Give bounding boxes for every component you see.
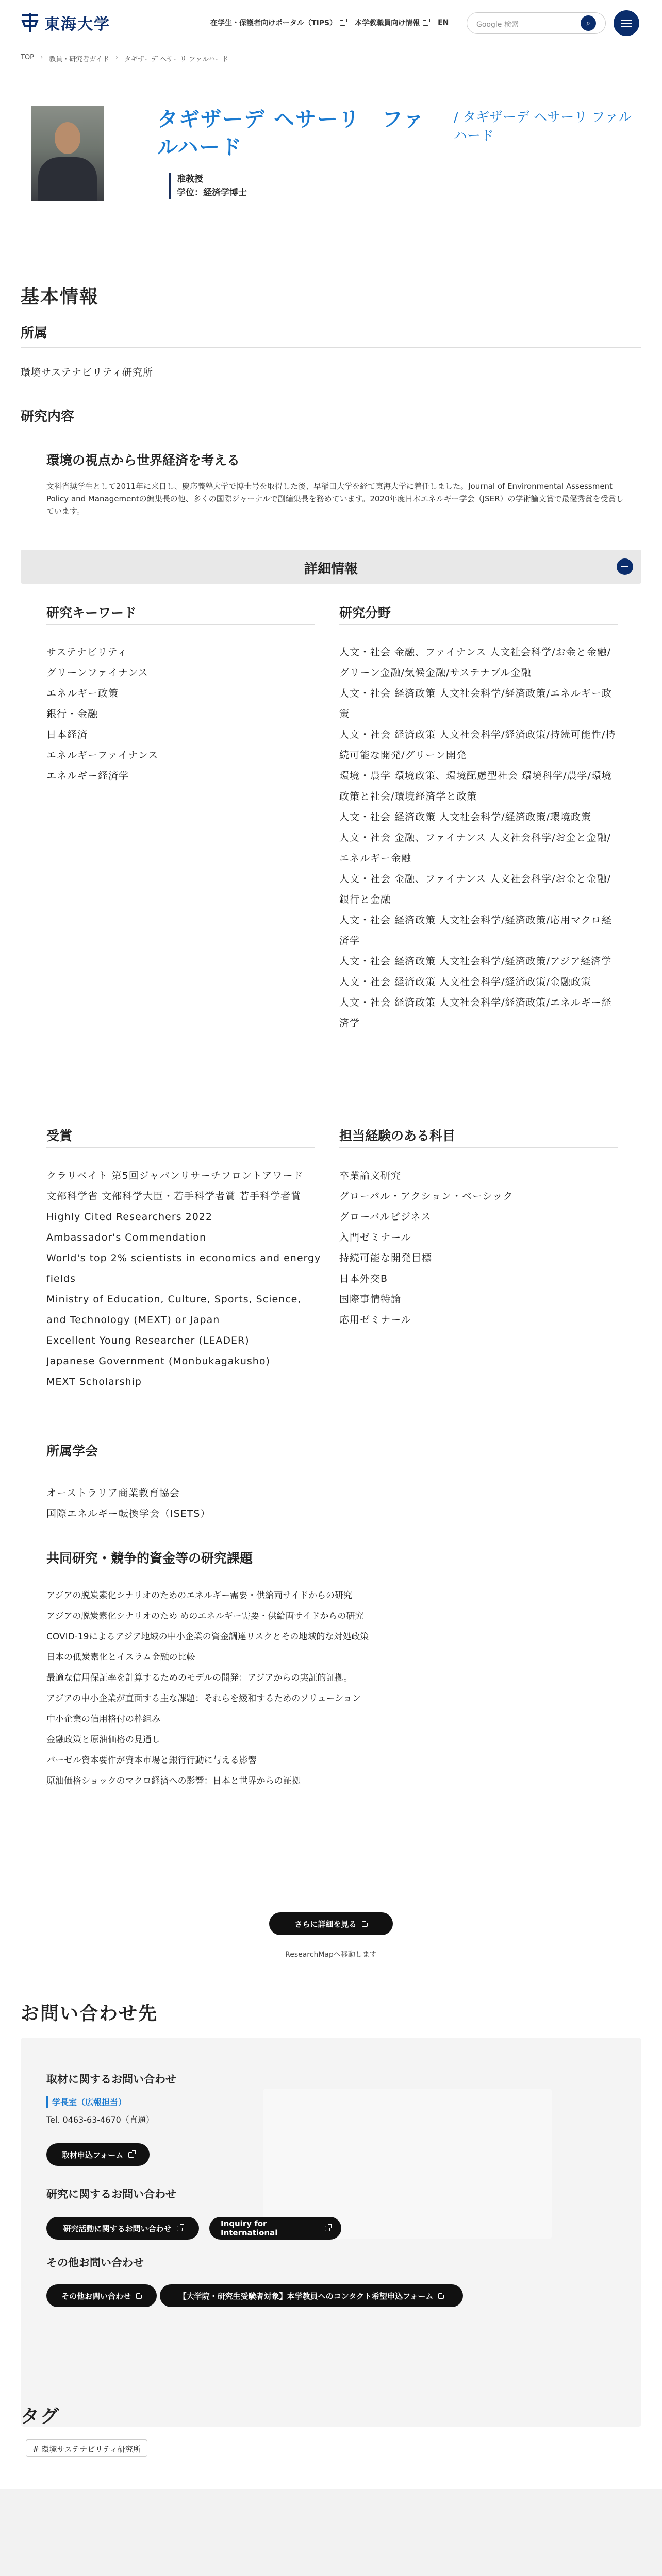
list-item: 日本経済 xyxy=(46,729,88,740)
logo-text: 東海大学 xyxy=(44,15,110,33)
list-item: Japanese Government (Monbukagakusho) xyxy=(46,1355,270,1367)
list-item: 環境・農学 環境政策、環境配慮型社会 環境科学/農学/環境政策と社会/環境経済学と政策 xyxy=(339,770,612,802)
research-inquiry-button[interactable]: 研究活動に関するお問い合わせ xyxy=(46,2217,199,2240)
international-inquiry-button[interactable]: Inquiry for International xyxy=(209,2217,341,2240)
list-item: 持続可能な開発目標 xyxy=(339,1252,433,1264)
list-item: 金融政策と原油価格の見通し xyxy=(46,1735,160,1745)
list-item: 人文・社会 金融、ファイナンス 人文社会科学/お金と金融/グリーン金融/気候金融/サステナブル金融 xyxy=(339,647,611,679)
list-item: 日本の低炭素化とイスラム金融の比較 xyxy=(46,1652,195,1663)
detail-heading: 詳細情報 xyxy=(304,562,358,577)
minus-icon[interactable] xyxy=(617,558,633,575)
page-title: タギザーデ ヘサーリ ファルハード xyxy=(157,108,425,159)
chevron-right-icon: › xyxy=(115,54,119,61)
keywords-heading: 研究キーワード xyxy=(46,605,137,620)
list-item: 人文・社会 経済政策 人文社会科学/経済政策/金融政策 xyxy=(339,976,591,988)
courses-heading: 担当経験のある科目 xyxy=(339,1128,456,1143)
societies-list xyxy=(46,1483,210,1524)
external-link-icon xyxy=(325,2226,330,2231)
list-item: 人文・社会 金融、ファイナンス 人文社会科学/お金と金融/エネルギー金融 xyxy=(339,832,611,864)
projects-list xyxy=(46,1585,369,1791)
list-item: COVID-19によるアジア地域の中小企業の資金調達リスクとその地域的な対処政策 xyxy=(46,1632,369,1642)
divider xyxy=(339,1147,618,1148)
research-inquiry-heading: 研究に関するお問い合わせ xyxy=(46,2188,176,2200)
affiliation-heading: 所属 xyxy=(21,326,48,341)
more-details-button[interactable]: さらに詳細を見る xyxy=(269,1912,393,1935)
menu-button[interactable] xyxy=(614,10,639,36)
external-link-icon xyxy=(340,20,345,26)
breadcrumb-current: タギザーデ ヘサーリ ファルハード xyxy=(124,56,229,63)
projects-heading: 共同研究・競争的資金等の研究課題 xyxy=(46,1551,253,1566)
societies-heading: 所属学会 xyxy=(46,1444,98,1459)
list-item: 人文・社会 金融、ファイナンス 人文社会科学/お金と金融/銀行と金融 xyxy=(339,873,611,905)
research-catch: 環境の視点から世界経済を考える xyxy=(46,453,240,468)
list-item: 入門ゼミナール xyxy=(339,1232,411,1243)
list-item: Ministry of Education, Culture, Sports, Science, and Technology (MEXT) or Japan xyxy=(46,1294,302,1326)
nav-tips-link[interactable]: 在学生・保護者向けポータル（TIPS） xyxy=(210,18,345,28)
inquiry-heading: お問い合わせ先 xyxy=(21,2003,158,2024)
external-link-icon xyxy=(362,1921,368,1927)
list-item: グローバルビジネス xyxy=(339,1211,432,1223)
list-item: 最適な信用保証率を計算するためのモデルの開発：アジアからの実証的証拠。 xyxy=(46,1673,353,1683)
list-item: アジアの脱炭素化シナリオのためのエネルギー需要・供給両サイドからの研究 xyxy=(46,1590,352,1601)
list-item: MEXT Scholarship xyxy=(46,1376,142,1387)
external-link-icon xyxy=(177,2226,183,2231)
search-input[interactable]: Google 検索 xyxy=(467,12,606,34)
external-link-icon xyxy=(136,2293,142,2299)
list-item: 人文・社会 経済政策 人文社会科学/経済政策/応用マクロ経済学 xyxy=(339,914,612,946)
keywords-list xyxy=(46,642,158,786)
contact-form-button[interactable]: 【大学院・研究生受験者対象】本学教員へのコンタクト希望申込フォーム xyxy=(160,2284,463,2307)
fields-list xyxy=(339,642,618,1033)
detail-toggle[interactable] xyxy=(21,550,641,584)
list-item: アジアの脱炭素化シナリオのため めのエネルギー需要・供給両サイドからの研究 xyxy=(46,1611,364,1621)
header-nav xyxy=(210,18,449,28)
alt-name: / タギザーデ ヘサーリ ファルハード xyxy=(454,110,632,144)
fields-heading: 研究分野 xyxy=(339,605,391,620)
chevron-right-icon: › xyxy=(40,54,43,61)
list-item: グローバル・アクション・ベーシック xyxy=(339,1191,514,1202)
tag-chip[interactable]: # 環境サステナビリティ研究所 xyxy=(26,2439,147,2457)
list-item: 人文・社会 経済政策 人文社会科学/経済政策/エネルギー政策 xyxy=(339,688,612,720)
list-item: 人文・社会 経済政策 人文社会科学/経済政策/持続可能性/持続可能な開発/グリーン開発 xyxy=(339,729,616,761)
basic-info-heading: 基本情報 xyxy=(21,286,100,308)
research-heading: 研究内容 xyxy=(21,409,75,425)
breadcrumb-guide[interactable]: 教員・研究者ガイド xyxy=(49,56,109,63)
press-tel: Tel. 0463-63-4670（直通） xyxy=(46,2115,154,2125)
external-link-icon xyxy=(128,2152,134,2158)
press-heading: 取材に関するお問い合わせ xyxy=(46,2073,176,2086)
breadcrumb-top[interactable]: TOP xyxy=(21,54,35,61)
list-item: 卒業論文研究 xyxy=(339,1170,402,1181)
list-item: グリーンファイナンス xyxy=(46,667,148,679)
list-item: 人文・社会 経済政策 人文社会科学/経済政策/エネルギー経済学 xyxy=(339,997,612,1029)
tags-heading: タグ xyxy=(21,2406,60,2427)
list-item: 文部科学省 文部科学大臣・若手科学者賞 若手科学者賞 xyxy=(46,1191,302,1202)
list-item: World's top 2% scientists in economics and energy fields xyxy=(46,1252,321,1284)
profile-photo xyxy=(31,106,104,201)
list-item: アジアの中小企業が直面する主な課題：それらを緩和するためのソリューション xyxy=(46,1693,361,1704)
list-item: 国際事情特論 xyxy=(339,1294,402,1305)
list-item: 中小企業の信用格付の枠組み xyxy=(46,1714,160,1724)
divider xyxy=(339,624,618,625)
site-header xyxy=(0,0,662,46)
list-item: クラリベイト 第5回ジャパンリサーチフロントアワード xyxy=(46,1170,304,1181)
list-item: エネルギー経済学 xyxy=(46,770,129,782)
list-item: 応用ゼミナール xyxy=(339,1314,411,1326)
logo-mark-icon xyxy=(21,12,39,33)
press-dept: 学長室（広報担当） xyxy=(46,2096,126,2108)
nav-en-link[interactable]: EN xyxy=(438,19,449,27)
list-item: 人文・社会 経済政策 人文社会科学/経済政策/アジア経済学 xyxy=(339,956,612,967)
decorative-panel xyxy=(263,2089,552,2239)
profile-degree: 学位：経済学博士 xyxy=(177,188,247,198)
breadcrumb xyxy=(21,54,228,63)
divider xyxy=(21,347,641,348)
list-item: Ambassador's Commendation xyxy=(46,1232,207,1243)
other-inquiry-heading: その他お問い合わせ xyxy=(46,2257,144,2269)
site-logo[interactable] xyxy=(21,11,110,34)
profile-title: 准教授 xyxy=(177,174,203,184)
list-item: 国際エネルギー転換学会（ISETS） xyxy=(46,1508,211,1519)
awards-list xyxy=(46,1165,325,1392)
list-item: 銀行・金融 xyxy=(46,708,98,720)
list-item: Excellent Young Researcher (LEADER) xyxy=(46,1335,250,1346)
list-item: エネルギーファイナンス xyxy=(46,750,159,761)
press-form-button[interactable]: 取材申込フォーム xyxy=(46,2143,150,2166)
list-item: Highly Cited Researchers 2022 xyxy=(46,1211,212,1223)
awards-heading: 受賞 xyxy=(46,1128,73,1143)
list-item: 人文・社会 経済政策 人文社会科学/経済政策/環境政策 xyxy=(339,811,591,823)
divider xyxy=(46,624,315,625)
divider xyxy=(46,1147,315,1148)
external-link-icon xyxy=(423,20,428,26)
list-item: オーストラリア商業教育協会 xyxy=(46,1487,180,1499)
list-item: 日本外交B xyxy=(339,1273,388,1284)
list-item: サステナビリティ xyxy=(46,647,127,658)
list-item: バーゼル資本要件が資本市場と銀行行動に与える影響 xyxy=(46,1755,257,1766)
more-details-note: ResearchMapへ移動します xyxy=(285,1951,377,1959)
list-item: エネルギー政策 xyxy=(46,688,119,699)
list-item: 原油価格ショックのマクロ経済への影響：日本と世界からの証拠 xyxy=(46,1776,301,1786)
site-footer xyxy=(0,2489,662,2576)
affiliation-value: 環境サステナビリティ研究所 xyxy=(21,367,153,378)
research-summary: 文科省奨学生として2011年に来日し、慶応義塾大学で博士号を取得した後、早稲田大学を経て東海大学に着任しました。Journal of Environmental Assessment Policy and Managementの編集長の他、多くの国際ジャーナルで副編集長を務めています。2020年度日本エネルギー学会（JSER）の学術論文賞で最優秀賞を受賞しています。 xyxy=(46,482,624,516)
courses-list xyxy=(339,1165,513,1330)
external-link-icon xyxy=(438,2293,444,2299)
profile-roles xyxy=(169,173,247,199)
nav-staff-link[interactable]: 本学教職員向け情報 xyxy=(355,18,428,28)
other-inquiry-button[interactable]: その他お問い合わせ xyxy=(46,2284,157,2307)
search-icon[interactable]: ⌕ xyxy=(581,15,596,31)
